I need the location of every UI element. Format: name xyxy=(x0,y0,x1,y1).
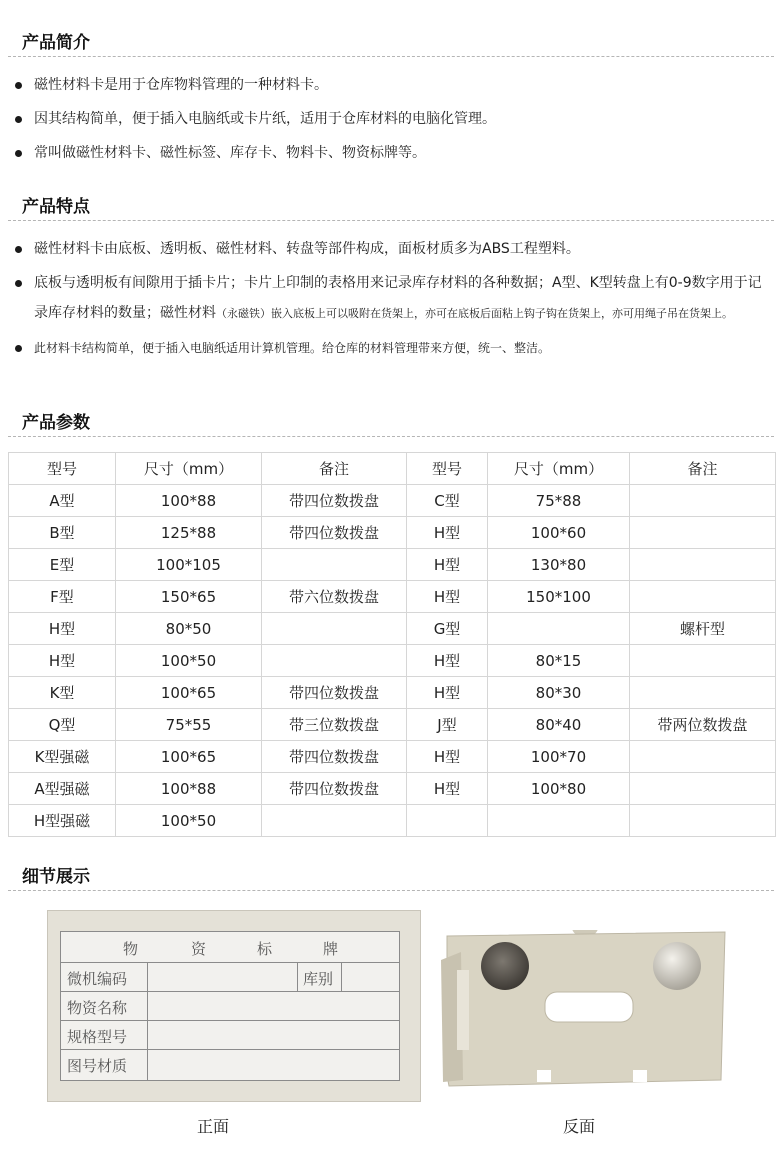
table-row xyxy=(9,709,776,741)
table-cell: H型 xyxy=(407,645,488,677)
table-cell: 80*50 xyxy=(116,613,262,645)
table-cell xyxy=(630,773,776,805)
list-item: 磁性材料卡由底板、透明板、磁性材料、转盘等部件构成，面板材质多为ABS工程塑料。 xyxy=(0,234,776,264)
table-cell xyxy=(630,677,776,709)
table-cell: 带四位数拨盘 xyxy=(262,485,407,517)
table-cell xyxy=(262,613,407,645)
table-header-cell: 型号 xyxy=(407,453,488,485)
card-back-slot xyxy=(545,992,633,1022)
table-header-cell: 尺寸（mm） xyxy=(116,453,262,485)
table-cell: 带四位数拨盘 xyxy=(262,517,407,549)
table-cell: A型 xyxy=(9,485,116,517)
table-cell: K型 xyxy=(9,677,116,709)
table-cell: H型 xyxy=(407,677,488,709)
params-table xyxy=(8,452,776,837)
table-cell: 带两位数拨盘 xyxy=(630,709,776,741)
table-cell: 75*55 xyxy=(116,709,262,741)
table-row xyxy=(9,741,776,773)
table-body xyxy=(9,485,776,837)
table-row xyxy=(9,517,776,549)
card-front-photo xyxy=(47,910,421,1102)
card-row-divider xyxy=(297,963,298,992)
card-row xyxy=(61,1020,399,1050)
table-cell: H型 xyxy=(407,581,488,613)
card-row-label: 库别 xyxy=(303,970,334,988)
table-cell: H型 xyxy=(9,645,116,677)
card-row-label: 图号材质 xyxy=(67,1057,128,1075)
magnet-dark-icon xyxy=(481,942,529,990)
table-cell: 100*50 xyxy=(116,645,262,677)
table-header-cell: 备注 xyxy=(630,453,776,485)
table-row xyxy=(9,805,776,837)
table-cell xyxy=(630,517,776,549)
table-cell: H型 xyxy=(407,517,488,549)
table-cell xyxy=(262,549,407,581)
table-cell: 100*60 xyxy=(488,517,630,549)
table-row xyxy=(9,549,776,581)
divider xyxy=(8,220,774,221)
table-cell: 80*30 xyxy=(488,677,630,709)
table-header-row xyxy=(9,453,776,485)
intro-list xyxy=(0,70,776,172)
features-list xyxy=(0,234,776,367)
table-cell: B型 xyxy=(9,517,116,549)
table-cell: F型 xyxy=(9,581,116,613)
table-cell xyxy=(630,805,776,837)
card-title-char: 资 xyxy=(191,940,207,958)
divider xyxy=(8,56,774,57)
table-cell xyxy=(630,741,776,773)
table-cell: 带四位数拨盘 xyxy=(262,741,407,773)
card-row-divider xyxy=(147,992,148,1021)
table-cell xyxy=(630,549,776,581)
card-title-char: 标 xyxy=(257,940,273,958)
table-row xyxy=(9,613,776,645)
table-cell: 带六位数拨盘 xyxy=(262,581,407,613)
table-cell: C型 xyxy=(407,485,488,517)
list-item: 因其结构简单，便于插入电脑纸或卡片纸，适用于仓库材料的电脑化管理。 xyxy=(0,104,776,134)
table-cell: Q型 xyxy=(9,709,116,741)
card-back-notch xyxy=(537,1070,551,1082)
table-cell: 150*65 xyxy=(116,581,262,613)
card-title-char: 物 xyxy=(123,940,139,958)
section-title-intro: 产品简介 xyxy=(22,33,90,53)
list-item: 此材料卡结构简单，便于插入电脑纸适用计算机管理。给仓库的材料管理带来方便，统一、整洁。 xyxy=(0,333,776,363)
card-row-divider xyxy=(147,1050,148,1081)
table-cell xyxy=(407,805,488,837)
card-back-stripe xyxy=(457,970,469,1050)
table-cell: 带四位数拨盘 xyxy=(262,677,407,709)
feature-text: 底板与透明板有间隙用于插卡片；卡片上印制的表格用来记录库存材料的各种数据；A型、K型转盘上有0-9数字用于记录库存材料的数量；磁性材料 xyxy=(34,275,762,321)
card-row xyxy=(61,962,399,992)
divider xyxy=(8,890,774,891)
table-cell: K型强磁 xyxy=(9,741,116,773)
table-cell: 带四位数拨盘 xyxy=(262,773,407,805)
table-cell: 100*65 xyxy=(116,677,262,709)
list-item: 常叫做磁性材料卡、磁性标签、库存卡、物料卡、物资标牌等。 xyxy=(0,138,776,168)
table-cell: 80*15 xyxy=(488,645,630,677)
table-row xyxy=(9,485,776,517)
table-cell: 100*80 xyxy=(488,773,630,805)
table-cell: 100*105 xyxy=(116,549,262,581)
table-cell: 100*88 xyxy=(116,773,262,805)
card-row xyxy=(61,1049,399,1081)
section-title-params: 产品参数 xyxy=(22,413,90,433)
table-cell: 100*65 xyxy=(116,741,262,773)
list-item: 磁性材料卡是用于仓库物料管理的一种材料卡。 xyxy=(0,70,776,100)
table-cell: 100*50 xyxy=(116,805,262,837)
caption-back: 反面 xyxy=(563,1117,596,1136)
card-row xyxy=(61,991,399,1021)
magnet-light-icon xyxy=(653,942,701,990)
card-row-label: 物资名称 xyxy=(67,999,128,1017)
feature-text-small: （永磁铁）嵌入底板上可以吸附在货架上，亦可在底板后面粘上钩子钩在货架上，亦可用绳子吊在货架上。 xyxy=(216,307,733,320)
table-row xyxy=(9,645,776,677)
card-back-notch xyxy=(633,1070,647,1082)
divider xyxy=(8,436,774,437)
table-cell: 150*100 xyxy=(488,581,630,613)
card-row-divider xyxy=(147,1021,148,1050)
table-cell: A型强磁 xyxy=(9,773,116,805)
table-cell: 130*80 xyxy=(488,549,630,581)
card-row-divider xyxy=(341,963,342,992)
card-form xyxy=(60,931,400,1081)
table-row xyxy=(9,677,776,709)
card-back-illustration xyxy=(437,930,729,1088)
list-item xyxy=(0,268,776,329)
table-cell xyxy=(488,805,630,837)
table-cell xyxy=(630,485,776,517)
table-cell: 100*70 xyxy=(488,741,630,773)
table-cell: J型 xyxy=(407,709,488,741)
table-header-cell: 尺寸（mm） xyxy=(488,453,630,485)
table-header-cell: 备注 xyxy=(262,453,407,485)
table-cell: G型 xyxy=(407,613,488,645)
table-cell: 带三位数拨盘 xyxy=(262,709,407,741)
table-row xyxy=(9,773,776,805)
table-cell xyxy=(630,645,776,677)
table-row xyxy=(9,581,776,613)
table-cell xyxy=(630,581,776,613)
table-cell xyxy=(262,805,407,837)
card-row-divider xyxy=(147,963,148,992)
card-back-photo xyxy=(437,930,729,1088)
table-cell: H型 xyxy=(407,741,488,773)
section-title-features: 产品特点 xyxy=(22,197,90,217)
table-cell: 100*88 xyxy=(116,485,262,517)
table-cell: 80*40 xyxy=(488,709,630,741)
card-title-char: 牌 xyxy=(323,940,339,958)
table-cell xyxy=(262,645,407,677)
table-cell: H型 xyxy=(407,549,488,581)
card-row-label: 微机编码 xyxy=(67,970,128,988)
table-cell: H型 xyxy=(9,613,116,645)
table-cell: H型强磁 xyxy=(9,805,116,837)
caption-front: 正面 xyxy=(197,1117,230,1136)
table-cell: 螺杆型 xyxy=(630,613,776,645)
section-title-details: 细节展示 xyxy=(22,867,90,887)
table-cell: E型 xyxy=(9,549,116,581)
table-cell xyxy=(488,613,630,645)
table-cell: H型 xyxy=(407,773,488,805)
table-header-cell: 型号 xyxy=(9,453,116,485)
card-row-label: 规格型号 xyxy=(67,1028,128,1046)
table-cell: 125*88 xyxy=(116,517,262,549)
table-cell: 75*88 xyxy=(488,485,630,517)
